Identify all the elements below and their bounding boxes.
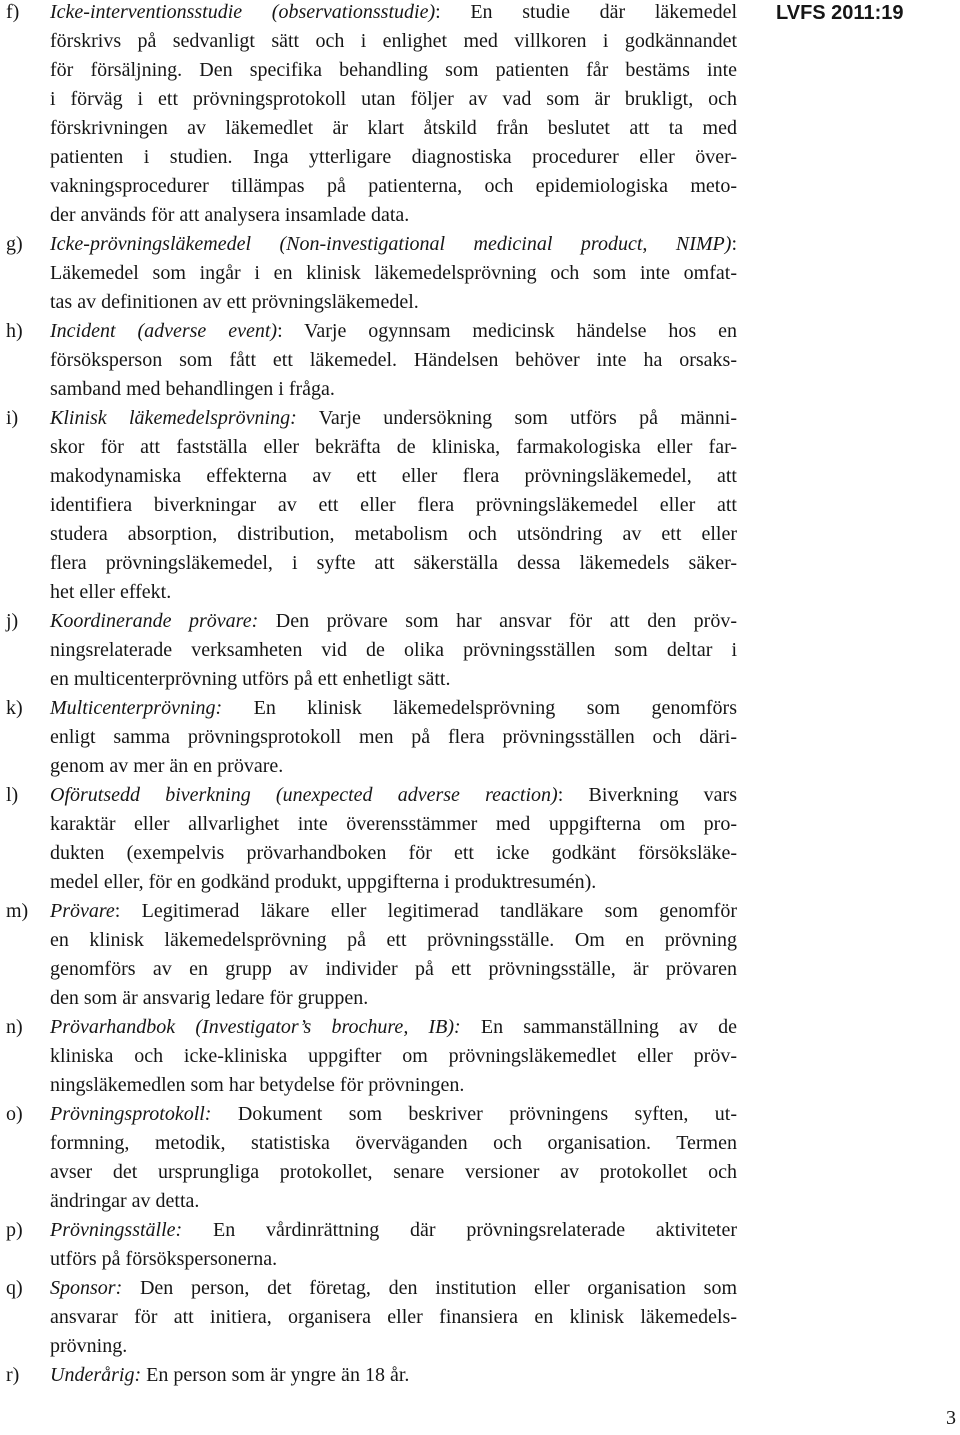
definition-line: ningsläkemedlen som har betydelse för prövningen. xyxy=(50,1074,465,1096)
definition-term: Icke-prövningsläkemedel (Non-investigational medicinal product, NIMP) xyxy=(50,233,732,255)
definition-marker: k) xyxy=(6,697,23,719)
definition-term: Klinisk läkemedelsprövning: xyxy=(50,407,297,429)
definition-line: ansvarar för att initiera, organisera eller finansiera en klinisk läkemedels- xyxy=(50,1306,737,1328)
definition-term: Prövarhandbok (Investigator’s brochure, IB): xyxy=(50,1016,461,1038)
definition-line: en multicenterprövning utförs på ett enhetligt sätt. xyxy=(50,668,451,690)
definition-term: Sponsor: xyxy=(50,1277,123,1299)
definition-line: ningsrelaterade verksamheten vid de olika prövningsställen som deltar i xyxy=(50,639,737,661)
definition-text: En sammanställning av de xyxy=(460,1016,737,1038)
definition-line: formning, metodik, statistiska överväganden och organisation. Termen xyxy=(50,1132,737,1154)
definition-line: dukten (exempelvis prövarhandboken för ett icke godkänt försöksläke- xyxy=(50,842,737,864)
definition-item xyxy=(6,1100,737,1216)
definition-line xyxy=(50,1013,737,1042)
definition-line: studera absorption, distribution, metabolism och utsöndring av ett eller xyxy=(50,523,737,545)
definition-text: En vårdinrättning där prövningsrelaterade aktiviteter xyxy=(182,1219,737,1241)
definition-item xyxy=(6,1216,737,1274)
definition-line: förskrivningen av läkemedlet är klart åtskild från beslutet att ta med xyxy=(50,117,737,139)
definition-marker: p) xyxy=(6,1219,23,1241)
definition-line: genomförs av en grupp av individer på ett prövningsställe, är prövaren xyxy=(50,958,737,980)
definition-text: : Biverkning vars xyxy=(557,784,737,806)
definition-term: Incident (adverse event) xyxy=(50,320,278,342)
definition-marker: f) xyxy=(6,1,20,23)
definition-line: enligt samma prövningsprotokoll men på flera prövningsställen och däri- xyxy=(50,726,737,748)
definition-line: kliniska och icke-kliniska uppgifter om prövningsläkemedlet eller pröv- xyxy=(50,1045,737,1067)
definition-line xyxy=(50,404,737,433)
definition-line xyxy=(50,781,737,810)
definition-item xyxy=(6,897,737,1013)
definition-text: : En studie där läkemedel xyxy=(435,1,737,23)
definition-term: Oförutsedd biverkning (unexpected adverse reaction) xyxy=(50,784,558,806)
definition-line xyxy=(50,897,737,926)
definition-text: : xyxy=(731,233,737,255)
document-code-header: LVFS 2011:19 xyxy=(776,2,904,24)
definition-line: genom av mer än en prövare. xyxy=(50,755,284,777)
definition-item xyxy=(6,0,737,230)
definition-item xyxy=(6,1013,737,1100)
definition-line: makodynamiska effekterna av ett eller flera prövningsläkemedel, att xyxy=(50,465,737,487)
definition-line: förskrivs på sedvanligt sätt och i enlighet med villkoren i godkännandet xyxy=(50,30,737,52)
definition-line: utförs på försökspersonerna. xyxy=(50,1248,278,1270)
definition-text: En person som är yngre än 18 år. xyxy=(141,1364,410,1386)
definition-marker: o) xyxy=(6,1103,23,1125)
definition-item xyxy=(6,781,737,897)
definition-line xyxy=(50,1361,737,1390)
definition-marker: i) xyxy=(6,407,19,429)
definition-term: Prövningsprotokoll: xyxy=(50,1103,212,1125)
definition-line: karaktär eller allvarlighet inte överensstämmer med uppgifterna om pro- xyxy=(50,813,737,835)
definition-term: Underårig: xyxy=(50,1364,142,1386)
definition-line xyxy=(50,1100,737,1129)
definition-item xyxy=(6,317,737,404)
definition-marker: r) xyxy=(6,1364,20,1386)
definition-marker: q) xyxy=(6,1277,23,1299)
definition-line: patienten i studien. Inga ytterligare diagnostiska procedurer eller över- xyxy=(50,146,737,168)
definition-text: : Legitimerad läkare eller legitimerad tandläkare som genomför xyxy=(114,900,737,922)
definition-line: prövning. xyxy=(50,1335,128,1357)
definition-item xyxy=(6,1274,737,1361)
definition-line: het eller effekt. xyxy=(50,581,172,603)
definition-line: ändringar av detta. xyxy=(50,1190,200,1212)
definition-line: flera prövningsläkemedel, i syfte att säkerställa dessa läkemedels säker- xyxy=(50,552,737,574)
definition-line: samband med behandlingen i fråga. xyxy=(50,378,335,400)
definition-line: vakningsprocedurer tillämpas på patienterna, och epidemiologiska meto- xyxy=(50,175,737,197)
definition-item xyxy=(6,607,737,694)
definition-term: Prövningsställe: xyxy=(50,1219,183,1241)
definition-line xyxy=(50,1216,737,1245)
definition-marker: j) xyxy=(6,610,19,632)
definition-text: Varje undersökning som utförs på männi- xyxy=(296,407,737,429)
definitions-list xyxy=(6,0,737,1390)
definition-marker: g) xyxy=(6,233,23,255)
definition-text: : Varje ogynnsam medicinsk händelse hos en xyxy=(277,320,737,342)
definition-text: Den person, det företag, den institution eller organisation som xyxy=(122,1277,737,1299)
definition-line: i förväg i ett prövningsprotokoll utan följer av vad som är brukligt, och xyxy=(50,88,737,110)
definition-line: en klinisk läkemedelsprövning på ett prövningsställe. Om en prövning xyxy=(50,929,737,951)
definition-line: försöksperson som fått ett läkemedel. Händelsen behöver inte ha orsaks- xyxy=(50,349,737,371)
definition-item xyxy=(6,404,737,607)
definition-term: Icke-interventionsstudie (observationsstudie) xyxy=(50,1,436,23)
definition-line xyxy=(50,317,737,346)
definition-text: En klinisk läkemedelsprövning som genomförs xyxy=(222,697,737,719)
definition-marker: h) xyxy=(6,320,23,342)
definition-line xyxy=(50,607,737,636)
definition-line xyxy=(50,0,737,27)
definition-term: Prövare xyxy=(50,900,115,922)
definition-line: Läkemedel som ingår i en klinisk läkemedelsprövning och som inte omfat- xyxy=(50,262,737,284)
definition-line xyxy=(50,230,737,259)
definition-marker: n) xyxy=(6,1016,23,1038)
definition-marker: m) xyxy=(6,900,29,922)
definition-text: Den prövare som har ansvar för att den pröv- xyxy=(258,610,737,632)
definition-text: Dokument som beskriver prövningens syften, ut- xyxy=(211,1103,737,1125)
definition-line: för försäljning. Den specifika behandling som patienten får bestäms inte xyxy=(50,59,737,81)
definition-line: den som är ansvarig ledare för gruppen. xyxy=(50,987,369,1009)
page-number: 3 xyxy=(946,1407,956,1429)
definition-line: skor för att fastställa eller bekräfta de kliniska, farmakologiska eller far- xyxy=(50,436,737,458)
definition-item xyxy=(6,694,737,781)
definition-line: identifiera biverkningar av ett eller flera prövningsläkemedel eller att xyxy=(50,494,737,516)
definition-marker: l) xyxy=(6,784,19,806)
definition-line: medel eller, för en godkänd produkt, uppgifterna i produktresumén). xyxy=(50,871,597,893)
definition-item xyxy=(6,230,737,317)
definition-line xyxy=(50,1274,737,1303)
definition-line: der används för att analysera insamlade data. xyxy=(50,204,410,226)
definition-line xyxy=(50,694,737,723)
definition-line: tas av definitionen av ett prövningsläkemedel. xyxy=(50,291,419,313)
definition-item xyxy=(6,1361,737,1390)
definition-line: avser det ursprungliga protokollet, senare versioner av protokollet och xyxy=(50,1161,737,1183)
definition-term: Koordinerande prövare: xyxy=(50,610,259,632)
definition-term: Multicenterprövning: xyxy=(50,697,223,719)
